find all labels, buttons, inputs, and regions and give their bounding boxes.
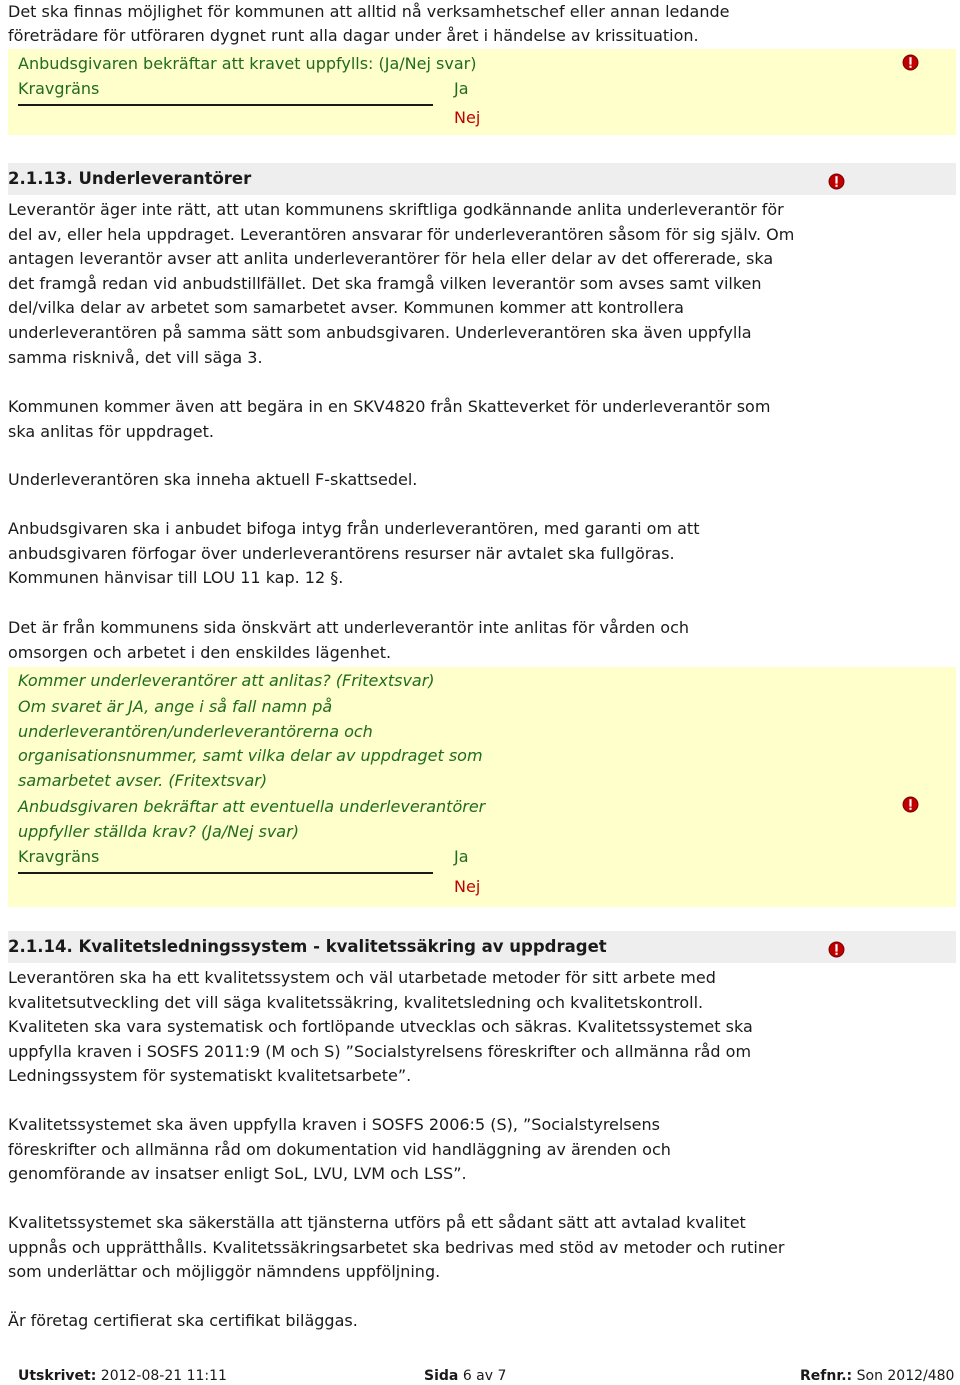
- kravgrans-line: [18, 104, 433, 106]
- requirement-box-1: [8, 49, 956, 135]
- page-label: Sida: [424, 1368, 459, 1384]
- printed-value: 2012-08-21 11:11: [100, 1368, 227, 1384]
- footer-ref: [800, 1367, 954, 1385]
- ref-value: Son 2012/480: [856, 1368, 955, 1384]
- question-2: Om svaret är JA, ange i så fall namn på underleverantören/underleverantörerna och organisationsnummer, samt vilka delar av uppdraget som samarbetet avser. (Fritextsvar): [18, 697, 483, 790]
- intro-line-1: Det ska finnas möjlighet för kommunen att alltid nå verksamhetschef eller annan ledande: [8, 2, 730, 21]
- section-title: 2.1.14. Kvalitetsledningssystem - kvalitetssäkring av uppdraget: [8, 937, 607, 956]
- question-1: Kommer underleverantörer att anlitas? (Fritextsvar): [18, 671, 435, 690]
- kravgrans-line: [18, 872, 433, 874]
- paragraph: Kvalitetssystemet ska säkerställa att tjänsterna utförs på ett sådant sätt att avtalad kvalitet uppnås och upprätthålls. Kvalitetssäkringsarbetet ska bedrivas med stöd av metoder och rutiner som underlättar och möjliggör nämndens uppföljning.: [8, 1213, 785, 1282]
- paragraph: Leverantör äger inte rätt, att utan kommunens skriftliga godkännande anlita underleverantör för del av, eller hela uppdraget. Leverantören ansvarar för underleverantören såsom för sig själv. Om antagen leverantör avser att anlita underleverantörer för hela eller delar av det offererade, ska det framgå redan vid anbudstillfället. Det ska framgå vilken leverantör som avses samt vilken del/vilka delar av arbetet som samarbetet avser. Kommunen kommer att kontrollera underleverantören på samma sätt som anbudsgivaren. Underleverantören ska även uppfylla samma risknivå, det vill säga 3.: [8, 200, 795, 367]
- paragraph: Kvalitetssystemet ska även uppfylla kraven i SOSFS 2006:5 (S), ”Socialstyrelsens föreskrifter och allmänna råd om dokumentation vid handläggning av ärenden och genomförande av insatser enligt SoL, LVU, LVM och LSS”.: [8, 1115, 671, 1184]
- paragraph: Underleverantören ska inneha aktuell F-skattsedel.: [8, 470, 418, 489]
- option-yes[interactable]: Ja: [454, 79, 469, 98]
- printed-label: Utskrivet:: [18, 1368, 97, 1384]
- question-3: Anbudsgivaren bekräftar att eventuella underleverantörer uppfyller ställda krav? (Ja/Nej svar): [18, 797, 486, 841]
- section-title: 2.1.13. Underleverantörer: [8, 169, 252, 188]
- paragraph: Det är från kommunens sida önskvärt att underleverantör inte anlitas för vården och omsorgen och arbetet i den enskildes lägenhet.: [8, 618, 690, 662]
- paragraph: Kommunen kommer även att begära in en SKV4820 från Skatteverket för underleverantör som ska anlitas för uppdraget.: [8, 397, 771, 441]
- option-no[interactable]: Nej: [454, 108, 481, 127]
- option-yes[interactable]: Ja: [454, 847, 469, 866]
- section-header-2-1-13: [8, 163, 956, 195]
- footer-page: [424, 1367, 506, 1385]
- warning-icon: [902, 54, 919, 71]
- intro-line-2: företrädare för utföraren dygnet runt alla dagar under året i händelse av krissituation.: [8, 26, 699, 45]
- requirement-text: Anbudsgivaren bekräftar att kravet uppfylls: (Ja/Nej svar): [18, 54, 477, 73]
- ref-label: Refnr.:: [800, 1368, 853, 1384]
- warning-icon: [828, 941, 845, 958]
- paragraph: Anbudsgivaren ska i anbudet bifoga intyg från underleverantören, med garanti om att anbudsgivaren förfogar över underleverantörens resurser när avtalet ska fullgöras. Kommunen hänvisar till LOU 11 kap. 12 §.: [8, 519, 700, 588]
- requirement-box-2: [8, 667, 956, 907]
- kravgrans-label: Kravgräns: [18, 79, 100, 98]
- kravgrans-label: Kravgräns: [18, 847, 100, 866]
- paragraph: Leverantören ska ha ett kvalitetssystem och väl utarbetade metoder för sitt arbete med kvalitetsutveckling det vill säga kvalitetssäkring, kvalitetsledning och kvalitetskontroll. Kvaliteten ska vara systematisk och fortlöpande utvecklas och säkras. Kvalitetssystemet ska uppfylla kraven i SOSFS 2011:9 (M och S) ”Socialstyrelsens föreskrifter och allmänna råd om Ledningssystem för systematiskt kvalitetsarbete”.: [8, 968, 753, 1086]
- warning-icon: [828, 173, 845, 190]
- page-value: 6 av 7: [462, 1368, 507, 1384]
- warning-icon: [902, 796, 919, 813]
- paragraph: Är företag certifierat ska certifikat biläggas.: [8, 1311, 358, 1330]
- footer-printed: [18, 1367, 227, 1385]
- option-no[interactable]: Nej: [454, 877, 481, 896]
- section-header-2-1-14: [8, 931, 956, 963]
